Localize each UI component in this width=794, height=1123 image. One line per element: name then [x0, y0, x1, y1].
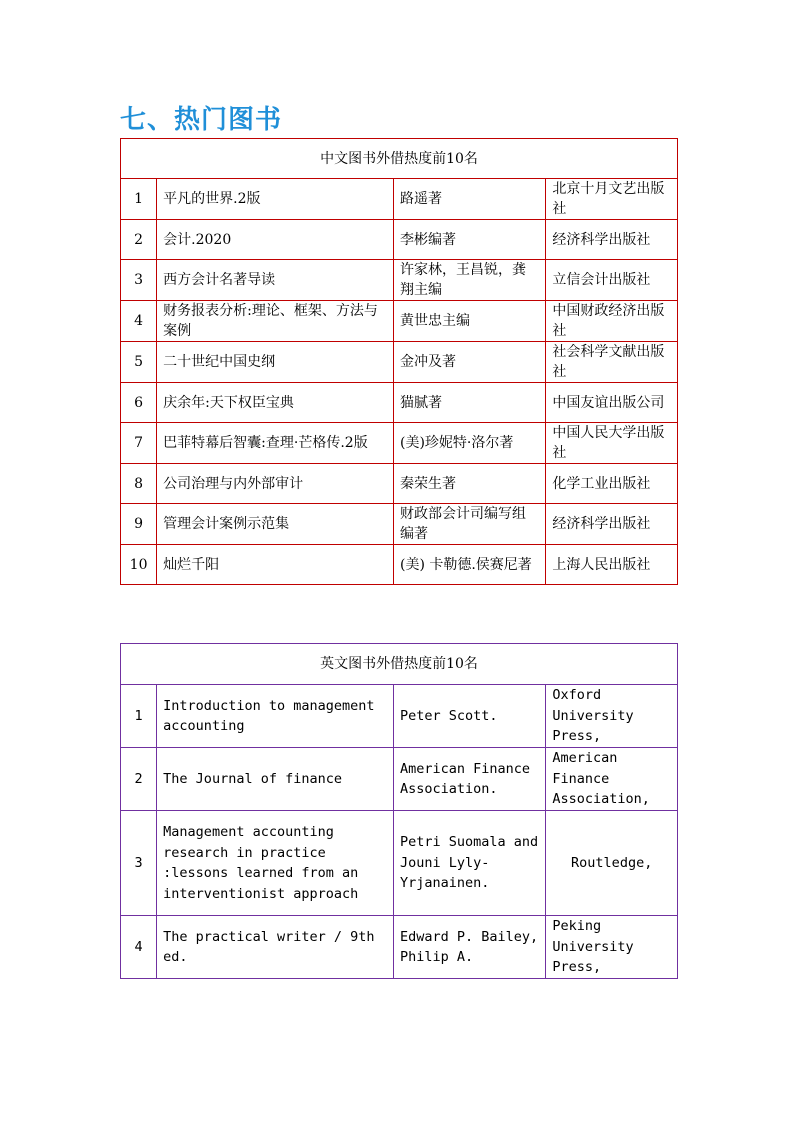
section-heading: 七、热门图书 [120, 105, 283, 135]
table-row [121, 423, 678, 464]
publisher-cell: 经济科学出版社 [546, 504, 678, 545]
author-cell: 猫腻著 [393, 383, 545, 423]
title-cell: The Journal of finance [157, 748, 394, 811]
title-cell: 巴菲特幕后智囊:查理·芒格传.2版 [157, 423, 394, 464]
table-row [121, 685, 678, 748]
table-row [121, 504, 678, 545]
english-table-header [121, 644, 678, 685]
english-table-title: 英文图书外借热度前10名 [121, 644, 678, 685]
author-cell: 黄世忠主编 [393, 301, 545, 342]
author-cell: Peter Scott. [393, 685, 545, 748]
title-cell: 庆余年:天下权臣宝典 [157, 383, 394, 423]
table-row [121, 748, 678, 811]
author-cell: American Finance Association. [393, 748, 545, 811]
author-cell: 金冲及著 [393, 342, 545, 383]
title-cell: 管理会计案例示范集 [157, 504, 394, 545]
publisher-cell: 中国人民大学出版社 [546, 423, 678, 464]
table-row [121, 811, 678, 916]
rank-cell: 4 [121, 916, 157, 979]
table-row [121, 301, 678, 342]
rank-cell: 10 [121, 545, 157, 585]
table-row [121, 545, 678, 585]
rank-cell: 4 [121, 301, 157, 342]
title-cell: Introduction to management accounting [157, 685, 394, 748]
rank-cell: 1 [121, 179, 157, 220]
rank-cell: 2 [121, 220, 157, 260]
table-row [121, 383, 678, 423]
rank-cell: 1 [121, 685, 157, 748]
publisher-cell: American Finance Association, [546, 748, 678, 811]
author-cell: 许家林，王昌锐，龚翔主编 [393, 260, 545, 301]
publisher-cell: 中国财政经济出版社 [546, 301, 678, 342]
rank-cell: 5 [121, 342, 157, 383]
publisher-cell: 社会科学文献出版社 [546, 342, 678, 383]
publisher-cell: Oxford University Press, [546, 685, 678, 748]
author-cell: (美)珍妮特·洛尔著 [393, 423, 545, 464]
author-cell: Petri Suomala and Jouni Lyly-Yrjanainen. [393, 811, 545, 916]
chinese-books-table [120, 138, 678, 585]
publisher-cell: 中国友谊出版公司 [546, 383, 678, 423]
rank-cell: 3 [121, 811, 157, 916]
author-cell: 秦荣生著 [393, 464, 545, 504]
table-row [121, 464, 678, 504]
rank-cell: 2 [121, 748, 157, 811]
table-row [121, 260, 678, 301]
title-cell: The practical writer / 9th ed. [157, 916, 394, 979]
table-row [121, 342, 678, 383]
table-row [121, 916, 678, 979]
title-cell: 财务报表分析:理论、框架、方法与案例 [157, 301, 394, 342]
publisher-cell: 上海人民出版社 [546, 545, 678, 585]
title-cell: 灿烂千阳 [157, 545, 394, 585]
title-cell: 二十世纪中国史纲 [157, 342, 394, 383]
table-row [121, 179, 678, 220]
publisher-cell: 化学工业出版社 [546, 464, 678, 504]
title-cell: 会计.2020 [157, 220, 394, 260]
publisher-cell: 立信会计出版社 [546, 260, 678, 301]
author-cell: (美) 卡勒德.侯赛尼著 [393, 545, 545, 585]
table-row [121, 220, 678, 260]
author-cell: Edward P. Bailey, Philip A. [393, 916, 545, 979]
chinese-table-title: 中文图书外借热度前10名 [121, 139, 678, 179]
author-cell: 李彬编著 [393, 220, 545, 260]
rank-cell: 8 [121, 464, 157, 504]
rank-cell: 9 [121, 504, 157, 545]
english-books-table [120, 643, 678, 979]
chinese-table-header [121, 139, 678, 179]
publisher-cell: 北京十月文艺出版社 [546, 179, 678, 220]
publisher-cell: Peking University Press, [546, 916, 678, 979]
title-cell: 平凡的世界.2版 [157, 179, 394, 220]
author-cell: 路遥著 [393, 179, 545, 220]
title-cell: 公司治理与内外部审计 [157, 464, 394, 504]
title-cell: 西方会计名著导读 [157, 260, 394, 301]
title-cell: Management accounting research in practice :lessons learned from an interventionist approach [157, 811, 394, 916]
author-cell: 财政部会计司编写组编著 [393, 504, 545, 545]
publisher-cell: 经济科学出版社 [546, 220, 678, 260]
rank-cell: 3 [121, 260, 157, 301]
publisher-cell: Routledge, [546, 811, 678, 916]
rank-cell: 7 [121, 423, 157, 464]
rank-cell: 6 [121, 383, 157, 423]
